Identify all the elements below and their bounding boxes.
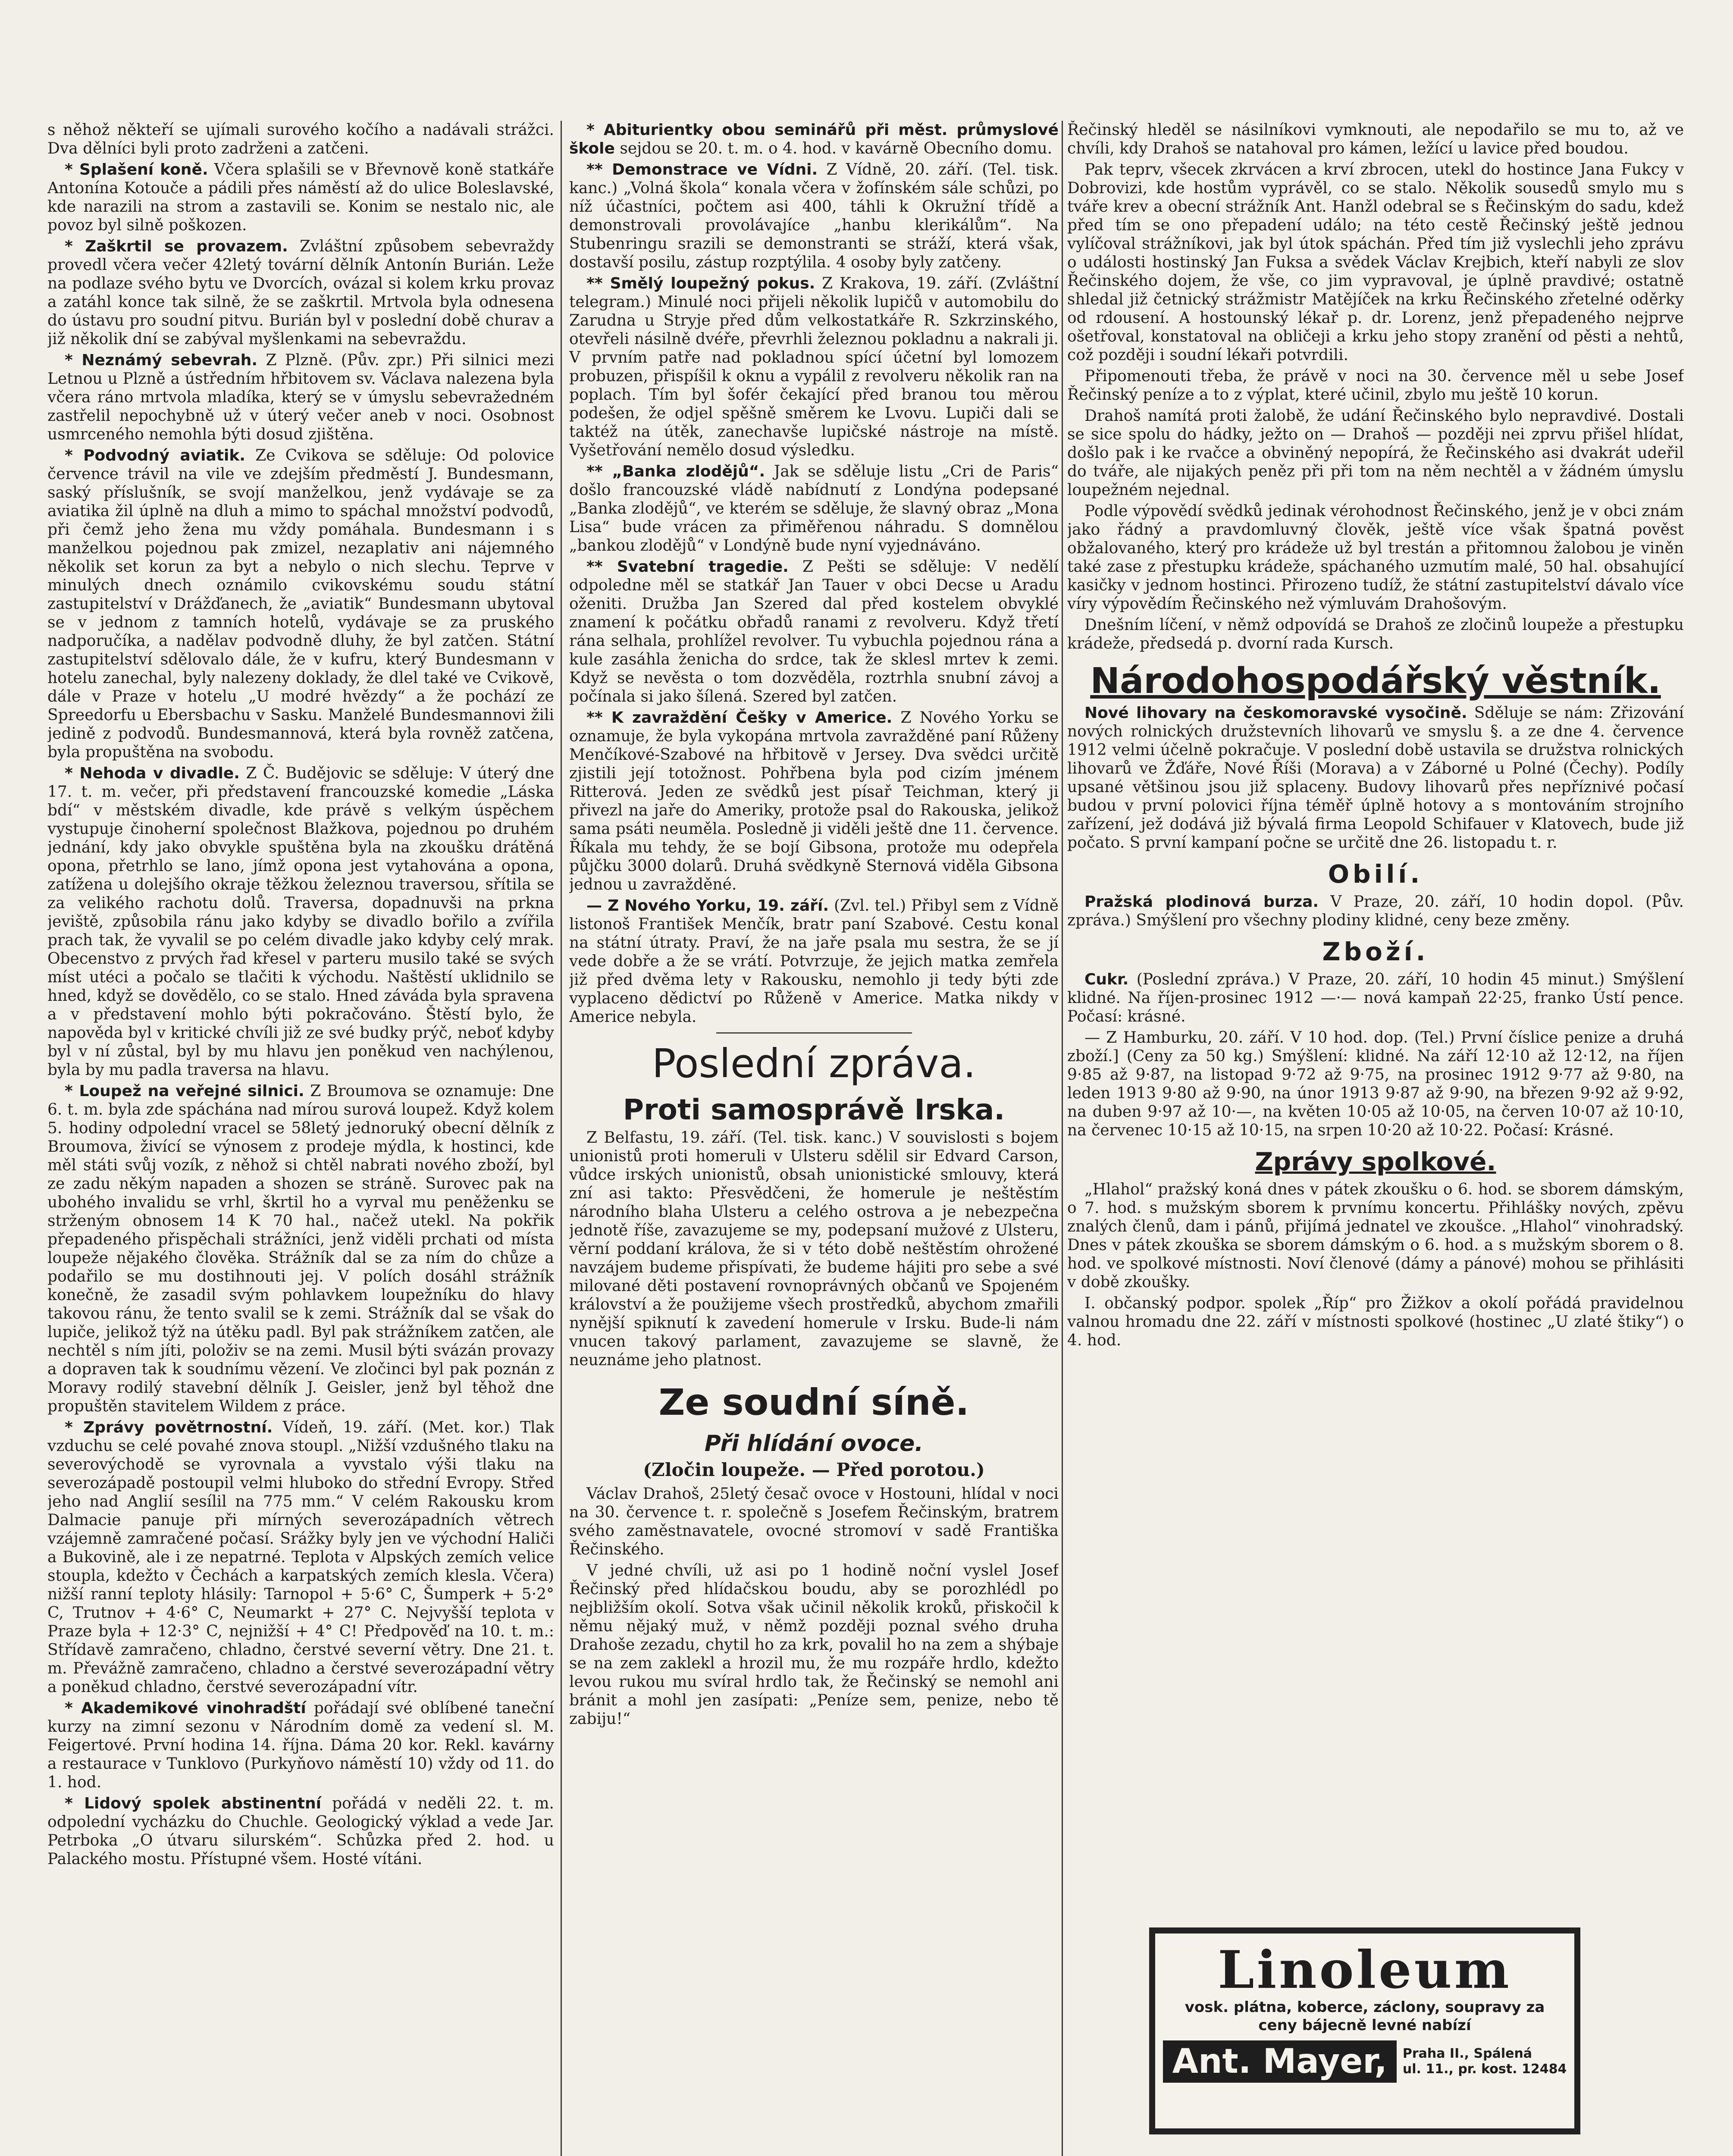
article-title: * Splašení koně. xyxy=(65,161,208,179)
ad-address-line: ul. 11., pr. kost. 12484 xyxy=(1402,2062,1567,2077)
article xyxy=(569,708,1059,894)
ad-address-line: Praha II., Spálená xyxy=(1402,2046,1532,2061)
article-text: Z Č. Budějovic se sděluje: V úterý dne 17. t. m. večer, při představení francouzské komedie „Láska bdí“ v městském divadle, kde právě s velkým úspěchem vystupuje činoherní společnost Blažkova, pojednou po druhém jednání, kdy jako obvykle spuštěna byla na zkoušku drátěná opona, přetrhlo se lano, jímž opona jest vytahována a opona, zatížena u dolejšího okraje těžkou železnou traversou, sřítila se za velikého rachotu dolů. Traversa, dopadnuvši na prkna jeviště, způsobila ránu jako kdyby se divadlo bořilo a zvířila prach tak, že vyvalil se po celém divadle jako kdyby celý mrak. Obecenstvo z prvých řad křesel v parteru musilo také se svých míst utéci a počalo se tlačiti k východu. Naštěstí uklidnilo se hned, když se dovědělo, co se stalo. Hned záváda byla spravena a v představení mohlo býti pokračováno. Štěstí bylo, že napověda byl v kritické chvíli již ze své budky prýč, neboť kdyby byl v ní zůstal, byl by mu hlavu jen poněkud ven nachýlenou, byla by mu padla traversa na hlavu. xyxy=(47,765,554,1079)
article-title: ** Smělý loupežný pokus. xyxy=(586,275,815,292)
subheadline: (Zločin loupeže. — Před porotou.) xyxy=(643,1459,985,1480)
subsection-heading-zbozi: Zboží. xyxy=(1322,937,1429,966)
column-rule xyxy=(561,121,562,2156)
article-title: * Loupež na veřejné silnici. xyxy=(65,1082,304,1100)
article-title: * Zaškrtil se provazem. xyxy=(65,238,288,255)
article xyxy=(47,1418,554,1696)
article xyxy=(569,121,1059,158)
article xyxy=(569,896,1059,1026)
ad-address xyxy=(1403,2046,1567,2077)
article-text: Z Krakova, 19. září. (Zvláštní telegram.) Minulé noci přijeli několik lupičů v automobilu do Zarudna u Stryje před dům velkostatkáře R. Szkrzinského, otevřeli násilně dvéře, převrhli železnou pokladnu a nakrali ji. V prvním patře nad pokladnou spící účetní byl lomozem probuzen, přispíšil k oknu a vypálil z revolveru několik ran na poplach. Tím byl šofér čekající před branou tou měrou podešen, že odjel spěšně směrem ke Lvovu. Lupiči dali se taktéž na útěk, zanechavše lupičské nástroje na místě. Vyšetřování nemělo dosud výsledku. xyxy=(569,275,1059,459)
article-title: — Z Nového Yorku, 19. září. xyxy=(586,897,829,915)
article-text: sejdou se 20. t. m. o 4. hod. v kavárně Obecního domu. xyxy=(620,140,1053,157)
article-text: Jak se sděluje listu „Cri de Paris“ došlo francouzské vládě nabídnutí z Londýna podepsané „Banka zlodějů“, ve kterém se sděluje, že slavný obraz „Mona Lisa“ bude vrácen za přiměřenou náhradu. S domnělou „bankou zlodějů“ v Londýně bude nyní vyjednáváno. xyxy=(569,463,1059,555)
article-text: pořádá v neděli 22. t. m. odpolední vycházku do Chuchle. Geologický výklad a vede Jar. Petrboka „O útvaru silurském“. Schůzka před 2. hod. u Palackého mostu. Přístupné všem. Hosté vítáni. xyxy=(47,1795,554,1868)
advertisement-linoleum xyxy=(1149,1927,1580,2134)
article xyxy=(1067,893,1684,930)
article-title: Nové lihovary na českomoravské vysočině. xyxy=(1084,704,1467,722)
article-text: Z Plzně. (Pův. zpr.) Při silnici mezi Letnou u Plzně a ústředním hřbitovem sv. Václava nalezena byla včera ráno mrtvola mladíka, který se v úmyslu sebevražedném zastřelil nepochybně už v úterý večer aneb v noci. Osobnost usmrceného nemohla býti dosud zjištěna. xyxy=(47,351,554,443)
column-middle xyxy=(569,121,1059,2156)
column-rule xyxy=(1062,121,1063,2156)
section-heading-narodohospodarsky-vestnik: Národohospodářský věstník. xyxy=(1090,661,1661,702)
article-text: — Z Hamburku, 20. září. V 10 hod. dop. (Tel.) První číslice penize a druhá zboží.] (Ceny za 50 kg.) Smýšlení: klidné. Na září 12·10 až 12·12, na říjen 9·85 až 9·87, na listopad 9·72 až 9·75, na prosinec 1912 9·77 až 9·80, na leden 1913 9·80 až 9·90, na únor 1913 9·87 až 9·90, na březen 9·92 až 9·92, na duben 9·97 až 10·—, na květen 10·05 až 10·05, na červen 10·07 až 10·10, na červenec 10·15 až 10·15, na srpen 10·20 až 10·22. Počasí: Krásné. xyxy=(1067,1029,1684,1139)
article-text: Řečinský hleděl se násilníkovi vymknouti, ale nepodařilo se mu to, až ve chvíli, kdy Drahoš se natahoval pro kámen, ležící u lavice před boudou. xyxy=(1067,121,1684,157)
column-left xyxy=(47,121,554,2156)
subsection-heading-zpravy-spolkove: Zprávy spolkové. xyxy=(1255,1147,1496,1176)
article xyxy=(47,1699,554,1792)
subsection-heading-obili: Obilí. xyxy=(1328,859,1423,889)
article-text: Dnešním líčení, v němž odpovídá se Drahoš ze zločinů loupeže a přestupku krádeže, předsedá p. dvorní rada Kursch. xyxy=(1067,616,1684,652)
article-text: Z Pešti se sděluje: V nedělí odpoledne měl se statkář Jan Tauer v obci Decse u Aradu oženiti. Družba Jan Szered dal před kostelem obvyklé znamení k počátku obřadů ranami z revolveru. Když třetí rána selhala, prohlížel revolver. Tu vybuchla pojednou rána a kule zasáhla ženicha do srdce, tak že sklesl mrtev k zemi. Když se nevěsta o tom dozvěděla, roztrhla snubní závoj a počínala si jako šílená. Szered byl zatčen. xyxy=(569,558,1059,705)
article-text: Ze Cvikova se sděluje: Od polovice července trávil na vile ve zdejším předměstí J. Bundesmann, saský příslušník, se svojí manželkou, jenž vydávaje se za aviatika žil úplně na dluh a mimo to spáchal množství podvodů, při čemž jeho žena mu vždy pomáhala. Bundesmann i s manželkou pojednou pak zmizel, nezaplativ ani nájemného několik set korun za byt a nebylo o nich slechu. Teprve v minulých dnech oznámilo cvikovskému soudu státní zastupitelství v Drážďanech, že „aviatik“ Bundesmann ubytoval se v jednom z tamních hotelů, vydávaje se za pruského nadporučíka, a nadělav podvodně dluhy, že byl zatčen. Státní zastupitelství sdělovalo dále, že v kufru, který Bundesmann v hotelu zanechal, byly nalezeny doklady, že dlel také ve Cvikově, dále v Praze v hotelu „U modré hvězdy“ a že pochází ze Spreedorfu u Ebersbachu v Sasku. Manželé Bundesmannovi žili jedině z podvodů. Bundesmannová, která byla rovněž zatčena, byla propuštěna na svobodu. xyxy=(47,447,554,761)
article-title: * Zprávy povětrnostní. xyxy=(65,1419,273,1436)
section-heading-ze-soudni-sine: Ze soudní síně. xyxy=(658,1381,969,1423)
article-text: Z Vídně, 20. září. (Tel. tisk. kanc.) „Volná škola“ konala včera v žofínském sále schůzi, po níž účastníci, počtem asi 400, táhli k Okružní třídě a demonstrovali provolávajíce „hanbu klerikálům“. Na Stubenringu srazili se demonstranti se stráží, která však, dostavší posilu, zástup rozptýlila. 4 osoby byly zatčeny. xyxy=(569,161,1059,271)
article xyxy=(47,446,554,761)
separator-rule xyxy=(716,1032,912,1034)
article xyxy=(47,160,554,235)
article-text: V jedné chvíli, už asi po 1 hodině noční vyslel Josef Řečinský před hlídačskou boudu, aby se porozhlédl po nejbližším okolí. Sotva však učinil několik kroků, přiskočil k němu nějaký muž, v němž později poznal svého druha Drahoše zezadu, chytil ho za krk, povalil ho na zem a shýbaje se na zem zaklekl a hrozil mu, že mu rozpáře hrdlo, kdežto levou rukou mu svíral hrdlo tak, že Řečinský se nemohl ani bránit a mohl jen zasípati: „Peníze sem, penize, nebo tě zabiju!“ xyxy=(569,1562,1059,1728)
article-title: ** Svatební tragedie. xyxy=(586,558,789,576)
article xyxy=(47,1082,554,1416)
ad-company-name: Ant. Mayer, xyxy=(1163,2040,1397,2083)
article-text: Zvláštní způsobem sebevraždy provedl včera večer 42letý tovární dělník Antonín Burián. Leže na podlaze svého bytu ve Dvorcích, ovázal si kolem krku provaz a zatáhl konce tak silně, že se zaškrtil. Mrtvola byla odnesena do ústavu pro soudní pitvu. Burián byl v poslední době churav a již několik dní se zabýval myšlenkami na sebevraždu. xyxy=(47,238,554,348)
article-text: Podle výpovědí svědků jedinak vérohodnost Řečinského, jenž je v obci znám jako řádný a pravdomluvný člověk, ještě více však špatná pověst obžalovaného, který pro krádeže už byl trestán a přitomnou žalobou je viněn také zase z přestupku krádeže, spáchaného uzmutím malé, 50 hal. obsahující kasičky v jednom hostinci. Přirozeno tudíž, že státní zastupitelství dávalo více víry výpovědím Řečinského než výmluvám Drahošovým. xyxy=(1067,502,1684,613)
article-title: * Neznámý sebevrah. xyxy=(65,351,258,369)
article xyxy=(47,764,554,1079)
article xyxy=(569,274,1059,460)
article-text: (Zvl. tel.) Přibyl sem z Vídně listonoš František Menčík, bratr paní Szabové. Cestu konal na státní útraty. Praví, že na jaře psala mu sestra, že se jí vede dobře a že se vrátí. Potvrzuje, že jejich matka zemřela již před dvěma lety v Rakousku, nemohlo ji tedy býti zde vyplaceno dědictví po Růženě v Americe. Matka nikdy v Americe nebyla. xyxy=(569,897,1059,1026)
ad-footer xyxy=(1155,2040,1574,2083)
article-title: Cukr. xyxy=(1084,971,1129,988)
article-text: I. občanský podpor. spolek „Říp“ pro Žižkov a okolí pořádá pravidelnou valnou hromadu dne 22. září v místnosti spolkové (hostinec „U zlaté štiky“) o 4. hod. xyxy=(1067,1294,1684,1349)
article-text: V Praze, 20. září, 10 hodin dopol. (Pův. zpráva.) Smýšlení pro všechny plodiny klidné, ceny beze změny. xyxy=(1067,893,1684,929)
article xyxy=(47,1794,554,1868)
article xyxy=(569,462,1059,555)
article xyxy=(1067,970,1684,1026)
article-text: „Hlahol“ pražský koná dnes v pátek zkoušku o 6. hod. se sborem dámským, o 7. hod. s mužským sborem k prvnímu koncertu. Přihlášky nových, zpěvu znalých členů, dam i pánů, přijímá jednatel ve zkoušce. „Hlahol“ vinohradský. Dnes v pátek zkouška se sborem dámským o 6. hod. a s mužským sborem o 8. hod. ve spolkové místnosti. Noví členové (dámy a pánové) mohou se přihlásiti v době zkoušky. xyxy=(1067,1181,1684,1291)
article xyxy=(569,558,1059,706)
article-title: * Nehoda v divadle. xyxy=(65,765,240,782)
article-title: * Abiturientky obou seminářů při měst. průmyslové škole xyxy=(569,121,1059,157)
article-text: (Poslední zpráva.) V Praze, 20. září, 10 hodin 45 minut.) Smýšlení klidné. Na říjen-prosinec 1912 —·— nová kampaň 22·25, franko Ústí pence. Počasí: krásné. xyxy=(1067,971,1684,1025)
article-text: pořádají své oblíbené taneční kurzy na zimní sezonu v Národním domě za vedení sl. M. Feigertové. První hodina 14. října. Dáma 20 kor. Rekl. kavárny a restaurace v Tunklovo (Purkyňovo náměstí 10) vždy od 11. do 1. hod. xyxy=(47,1699,554,1791)
article-title: ** K zavraždění Češky v Americe. xyxy=(586,709,893,727)
article-title: ** „Banka zlodějů“. xyxy=(586,463,765,480)
article-title: ** Demonstrace ve Vídni. xyxy=(586,161,818,179)
article-text: s něhož někteří se ujímali surového kočího a nadávali strážci. Dva dělníci byli proto zadrženi a zatčeni. xyxy=(47,121,554,157)
ad-description: vosk. plátna, koberce, záclony, soupravy za ceny bájecně levné nabízí xyxy=(1185,1999,1545,2034)
headline-pri-hlidani-ovoce: Při hlídání ovoce. xyxy=(704,1431,924,1457)
article-text: Z Nového Yorku se oznamuje, že byla vykopána mrtvola zavražděné paní Růženy Menčíkové-Szabové na hřbitově v Jersey. Dva svědci určitě zjistili její totožnost. Pohřbena byla pod cizím jménem Ritterová. Jeden ze svědků jest písař Teichman, který ji přivezl na jaře do Ameriky, protože psal do Rakouska, jelikož sama psáti neuměla. Posledně ji viděli ještě dne 11. července. Říkala mu tehdy, že se bojí Gibsona, protože mu odepřela půjčku 3000 dolarů. Druhá svědkyně Sternová viděla Gibsona jednou u zavražděné. xyxy=(569,709,1059,893)
article xyxy=(569,160,1059,272)
article-text: Včera splašili se v Břevnově koně statkáře Antonína Kotouče a pádili přes náměstí až do ulice Boleslavské, kde narazili na strom a zastavili se. Konim se nestalo nic, ale povoz byl silně poškozen. xyxy=(47,161,554,234)
article-text: Václav Drahoš, 25letý česač ovoce v Hostouni, hlídal v noci na 30. července t. r. společně s Josefem Řečinským, bratrem svého zaměstnavatele, ovocné stromoví v sadě Františka Řečinského. xyxy=(569,1485,1059,1558)
article-text: Z Belfastu, 19. září. (Tel. tisk. kanc.) V souvislosti s bojem unionistů proti homeruli v Ulsteru sdělil sir Edvard Carson, vůdce irských unionistů, obsah unionistické smlouvy, která zní asi takto: Přesvědčeni, že homerule je neštěstím národního blaha Ulsteru a celého ostrova a je nebezpečna jednotě říše, zavazujeme se my, podepsaní mužové z Ulsteru, věrní poddaní králova, že si v této době neštěstím ohrožené navzájem budeme přispívati, že budeme hájiti pro sebe a své milované děti postavení rovnoprávných občanů ve Spojeném království a že použijeme všech prostředků, abychom zmařili nynější spiknutí k zavedení homerule v Irsku. Bude-li nám vnucen takový parlament, zavazujeme se slavně, že neuznáme jeho platnost. xyxy=(569,1129,1059,1369)
article-text: Vídeň, 19. září. (Met. kor.) Tlak vzduchu se celé povahé znova stoupl. „Nižší vzdušného tlaku na severovýchodě se vyrovnala a vyvstalo výši tlaku na severozápadě postoupil velmi hluboko do střední Evropy. Střed jeho nad Anglií sesílil na 775 mm.“ V celém Rakousku krom Dalmacie panuje při mírných severozápadních větrech vzájemně zamračené počasí. Srážky byly jen ve východní Haliči a Bukovině, ale i ze nepatrné. Teplota v Alpských zemích velice stoupla, kdežto v Čechách a karpatských zemích klesla. Včera) nižší ranní teploty hlásily: Tarnopol + 5·6° C, Šumperk + 5·2° C, Trutnov + 4·6° C, Neumarkt + 27° C. Nejvyšší teplota v Praze byla + 12·3° C, nejnižší + 4° C! Předpověď na 10. t. m.: Střídavě zamračeno, chladno, čerstvé severní větry. Dne 21. t. m. Převážně zamračeno, chladno a čerstvé severozápadní větry a poněkud chladno, čerstvé severozápadní vítr. xyxy=(47,1419,554,1696)
article-text: Připomenouti třeba, že právě v noci na 30. července měl u sebe Josef Řečinský peníze a to z výplat, které učinil, zbylo mu ještě 10 korun. xyxy=(1067,367,1684,404)
section-heading-posledni-zprava: Poslední zpráva. xyxy=(652,1040,976,1087)
article xyxy=(1067,704,1684,852)
ad-brand: Linoleum xyxy=(1218,1940,1512,2000)
article-text: Sděluje se nám: Zřizování nových rolnických družstevních lihovarů ve smyslu §. a ze dne 4. července 1912 velmi účelně pokračuje. V poslední době ustavila se družstva rolnických lihovarů ve Žďáře, Nové Říši (Morava) a v Záborné u Polné (Čechy). Podíly upsané většinou jsou již splaceny. Budovy lihovarů přes nepříznivé počasí budou v první polovici října téměř úplně hotovy a s montováním strojního zařízení, jež dodává již bývalá firma Leopold Schifauer v Klatovech, bude již počato. S první kampaní počne se určitě dne 26. listopadu t. r. xyxy=(1067,704,1684,852)
article xyxy=(47,237,554,348)
article-title: * Podvodný aviatik. xyxy=(65,447,245,464)
article-text: Drahoš namítá proti žalobě, že udání Řečinského bylo nepravdivé. Dostali se sice spolu do hádky, ježto on — Drahoš — později nei zprvu přišel hlídat, došlo pak i ke rvačce a obviněný nepopírá, že Řečinského asi dvakrát udeřil do tváře, ale nijakých peněz při při tom na něm nechtěl a v žádném úmyslu loupežném nejednal. xyxy=(1067,407,1684,499)
article-title: * Akademikové vinohradští xyxy=(65,1699,306,1717)
article xyxy=(47,351,554,444)
article-text: Pak teprv, všecek zkrvácen a krví zbrocen, utekl do hostince Jana Fukcy v Dobrovizi, kde hostům vyprávěl, co se stalo. Několik sousedů smylo mu s tváře krev a obecní strážník Ant. Hanžl odebral se s Řečinským do sadu, kdež před tím se ono přepadení událo; na této cestě Řečinský ještě jednou vylíčoval strážníkovi, jak byl útok spáchán. Před tím již vyslechli jeho zprávu o události hostinský Jan Fuksa a svědek Václav Krejbich, kteří nabyli ze slov Řečinského dojem, že vše, co jim vypravoval, je úplně pravdivé; ostatně shledal již četnický strážmistr Matějíček na krku Řečinského zřetelné oděrky od rdousení. A hostounský lékař p. dr. Lorenz, jenž přepadeného nejprve ošetřoval, konstatoval na obličeji a krku jeho stopy zranění od pěsti a nehtů, což později i soudní lékaři potvrdili. xyxy=(1067,161,1684,364)
headline-proti-samosprave: Proti samosprávě Irska. xyxy=(623,1093,1005,1126)
article-title: Pražská plodinová burza. xyxy=(1084,893,1319,911)
article-title: * Lidový spolek abstinentní xyxy=(65,1795,321,1812)
article-text: Z Broumova se oznamuje: Dne 6. t. m. byla zde spáchána nad mírou surová loupež. Když kolem 5. hodiny odpolední vracel se 58letý jednoruký obecní dělník z Broumova, živící se výnosem z prodeje mýdla, k hostinci, kde měl státi svůj vozík, z něhož si chtěl nabrati nového zboží, byl ze zadu někým napaden a shozen se stráně. Surovec pak na ubohého invalidu se vrhl, škrtil ho a vyrval mu peněženku se strženým obnosem 14 K 70 hal., načež utekl. Na pokřik přepadeného přispěchali strážníci, jenž viděli prchati od místa loupeže nějakého člověka. Strážník dal se za ním do chůze a podařilo se mu dostihnouti jej. V polích dosáhl strážník konečně, že zasadil svým pohlavkem loupežníku do hlavy takovou ránu, že tento svalil se k zemi. Strážník dal se však do lupiče, jelikož týž na útěku padl. Byl pak strážníkem zatčen, ale nechtěl s ním jíti, položiv se na zemi. Musil býti svázán provazy a dopraven tak k soudnímu vězení. Ve zločinci byl pak poznán z Moravy rodilý stavební dělník J. Geisler, jenž byl těhož dne propuštěn stavitelem Wildem z práce. xyxy=(47,1082,554,1415)
column-right xyxy=(1067,121,1684,1917)
